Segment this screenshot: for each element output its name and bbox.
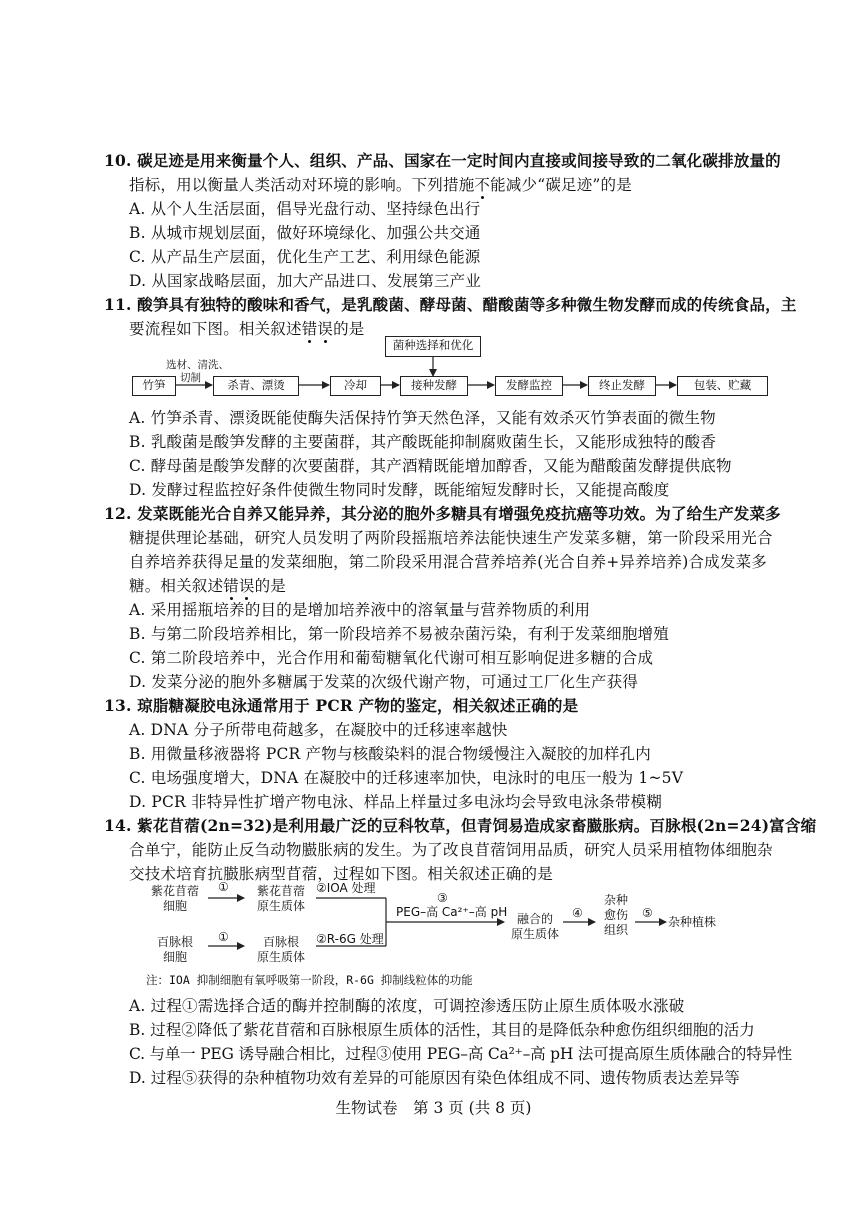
page-footer: 生物试卷 第 3 页 (共 8 页) <box>335 1099 532 1117</box>
fused-label-2: 原生质体 <box>510 927 559 941</box>
flow-step-terminate: 终止发酵 <box>588 376 656 396</box>
q14-stem-line-3: 交技术培育抗臌胀病型苜蓿，过程如下图。相关叙述正确的是 <box>129 865 553 883</box>
flow-top-box: 菌种选择和优化 <box>385 336 481 357</box>
hybrid-plant-label: 杂种植株 <box>668 915 717 929</box>
zh-protoplast-label <box>250 884 312 914</box>
q12-option-b: B. 与第二阶段培养相比，第一阶段培养不易被杂菌污染，有利于发菜细胞增殖 <box>129 625 669 643</box>
q12-stem-line-3: 自养培养获得足量的发菜细胞，第二阶段采用混合营养培养(光合自养+异养培养)合成发菜多 <box>129 553 767 571</box>
q11-stem-text: 要流程如下图。相关叙述 <box>129 320 302 338</box>
callus-label-3: 组织 <box>603 923 628 937</box>
zh-proto-label-1: 紫花苜蓿 <box>256 884 305 898</box>
q12-stem-line-1: 12. 发菜既能光合自养又能异养，其分泌的胞外多糖具有增强免疫抗癌等功效。为了给生产发菜多 <box>104 504 781 523</box>
q13-option-a: A. DNA 分子所带电荷越多，在凝胶中的迁移速率越快 <box>129 721 508 739</box>
q13-option-c: C. 电场强度增大，DNA 在凝胶中的迁移速率加快，电泳时的电压一般为 1~5V <box>129 769 684 787</box>
zh-proto-label-2: 原生质体 <box>256 899 305 913</box>
ioa-treatment-label: ②IOA 处理 <box>316 881 376 895</box>
fused-label-1: 融合的 <box>516 912 553 926</box>
step1-bottom-label: ① <box>218 930 229 944</box>
step1-top-label: ① <box>218 880 229 894</box>
zh-cell-label <box>145 884 205 914</box>
fused-protoplast-label <box>506 912 564 942</box>
flow-arrow-label-1: 选材、清洗、 <box>166 359 229 371</box>
q14-option-b: B. 过程②降低了紫花苜蓿和百脉根原生质体的活性，其目的是降低杂种愈伤组织细胞的活力 <box>129 1021 755 1039</box>
q11-emphasis-2: 误 <box>317 320 334 338</box>
bm-cell-label <box>145 935 205 965</box>
q11-stem-line-1: 11. 酸笋具有独特的酸味和香气，是乳酸菌、酵母菌、醋酸菌等多种微生物发酵而成的传统食品，主 <box>104 295 797 314</box>
q13-option-d: D. PCR 非特异性扩增产物电泳、样品上样量过多电泳均会导致电泳条带模糊 <box>129 793 663 811</box>
q14-option-c: C. 与单一 PEG 诱导融合相比，过程③使用 PEG–高 Ca²⁺–高 pH 法可提高原生质体融合的特异性 <box>129 1045 793 1063</box>
q14-option-a: A. 过程①需选择合适的酶并控制酶的浓度，可调控渗透压防止原生质体吸水涨破 <box>129 997 685 1015</box>
q12-option-a: A. 采用摇瓶培养的目的是增加培养液中的溶氧量与营养物质的利用 <box>129 601 591 619</box>
q11-option-c: C. 酵母菌是酸笋发酵的次要菌群，其产酒精既能增加醇香，又能为醋酸菌发酵提供底物 <box>129 457 732 475</box>
q11-stem-text-end: 的是 <box>333 320 365 338</box>
q11-option-d: D. 发酵过程监控好条件使微生物同时发酵，既能缩短发酵时长，又能提高酸度 <box>129 481 670 499</box>
q14-stem-line-2: 合单宁，能防止反刍动物臌胀病的发生。为了改良苜蓿饲用品质，研究人员采用植物体细胞杂 <box>129 841 773 859</box>
q14-option-d: D. 过程⑤获得的杂种植物功效有差异的可能原因有染色体组成不同、遗传物质表达差异等 <box>129 1069 740 1087</box>
q10-option-d: D. 从国家战略层面，加大产品进口、发展第三产业 <box>129 272 482 290</box>
q10-stem-text-end: 能减少“碳足迹”的是 <box>490 176 632 194</box>
q10-emphasis: 不 <box>474 176 491 194</box>
q10-option-a: A. 从个人生活层面，倡导光盘行动、坚持绿色出行 <box>129 200 481 218</box>
q12-stem-text: 糖。相关叙述 <box>129 577 224 595</box>
bm-proto-label-1: 百脉根 <box>262 935 299 949</box>
flow-step-inoculate: 接种发酵 <box>400 376 468 396</box>
bm-cell-label-1: 百脉根 <box>156 935 193 949</box>
flow-step-monitor: 发酵监控 <box>495 376 563 396</box>
flow-step-cool: 冷却 <box>330 376 381 396</box>
q12-emphasis-2: 误 <box>238 577 255 595</box>
q12-emphasis-1: 错 <box>223 577 239 595</box>
peg-condition-label: PEG–高 Ca²⁺–高 pH <box>396 905 508 919</box>
step5-label: ⑤ <box>642 906 653 920</box>
callus-label-1: 杂种 <box>603 893 628 907</box>
bm-proto-label-2: 原生质体 <box>256 950 305 964</box>
flow-step-blanch: 杀青、漂烫 <box>213 376 299 396</box>
q10-stem-line-1: 10. 碳足迹是用来衡量个人、组织、产品、国家在一定时间内直接或间接导致的二氧化碳排放量的 <box>104 151 781 170</box>
q12-option-d: D. 发菜分泌的胞外多糖属于发菜的次级代谢产物，可通过工厂化生产获得 <box>129 673 639 691</box>
hybrid-callus-label <box>598 893 634 938</box>
zh-cell-label-1: 紫花苜蓿 <box>150 884 199 898</box>
bm-protoplast-label <box>250 935 312 965</box>
zh-cell-label-2: 细胞 <box>162 899 187 913</box>
callus-label-2: 愈伤 <box>603 908 628 922</box>
q11-emphasis-1: 错 <box>301 320 318 338</box>
q11-option-b: B. 乳酸菌是酸笋发酵的主要菌群，其产酸既能抑制腐败菌生长，又能形成独特的酸香 <box>129 433 717 451</box>
flow-step-bamboo: 竹笋 <box>132 376 176 396</box>
q13-stem-line-1: 13. 琼脂糖凝胶电泳通常用于 PCR 产物的鉴定，相关叙述正确的是 <box>104 696 579 715</box>
step4-label: ④ <box>572 906 583 920</box>
q12-stem-text-end: 的是 <box>254 577 287 595</box>
q10-option-b: B. 从城市规划层面，做好环境绿化、加强公共交通 <box>129 224 481 242</box>
q12-stem-line-2: 糖提供理论基础，研究人员发明了两阶段摇瓶培养法能快速生产发菜多糖，第一阶段采用光合 <box>129 529 773 547</box>
q13-option-b: B. 用微量移液器将 PCR 产物与核酸染料的混合物缓慢注入凝胶的加样孔内 <box>129 745 651 763</box>
q14-stem-line-1: 14. 紫花苜蓿(2n=32)是利用最广泛的豆科牧草，但青饲易造成家畜臌胀病。百脉根(2n=24)富含缩 <box>104 816 817 835</box>
flow-step-package: 包装、贮藏 <box>677 376 768 396</box>
step3-label: ③ <box>437 891 448 905</box>
q11-option-a: A. 竹笋杀青、漂烫既能使酶失活保持竹笋天然色泽，又能有效杀灭竹笋表面的微生物 <box>129 409 716 427</box>
r6g-treatment-label: ②R-6G 处理 <box>316 932 384 946</box>
q14-diagram-note: 注：IOA 抑制细胞有氧呼吸第一阶段，R-6G 抑制线粒体的功能 <box>146 973 473 987</box>
bm-cell-label-2: 细胞 <box>162 950 187 964</box>
flow-arrow-label-2: 切制 <box>180 372 201 384</box>
q10-option-c: C. 从产品生产层面，优化生产工艺、利用绿色能源 <box>129 248 481 266</box>
q12-option-c: C. 第二阶段培养中，光合作用和葡萄糖氧化代谢可相互影响促进多糖的合成 <box>129 649 654 667</box>
q10-stem-text: 指标，用以衡量人类活动对环境的影响。下列措施 <box>129 176 475 194</box>
